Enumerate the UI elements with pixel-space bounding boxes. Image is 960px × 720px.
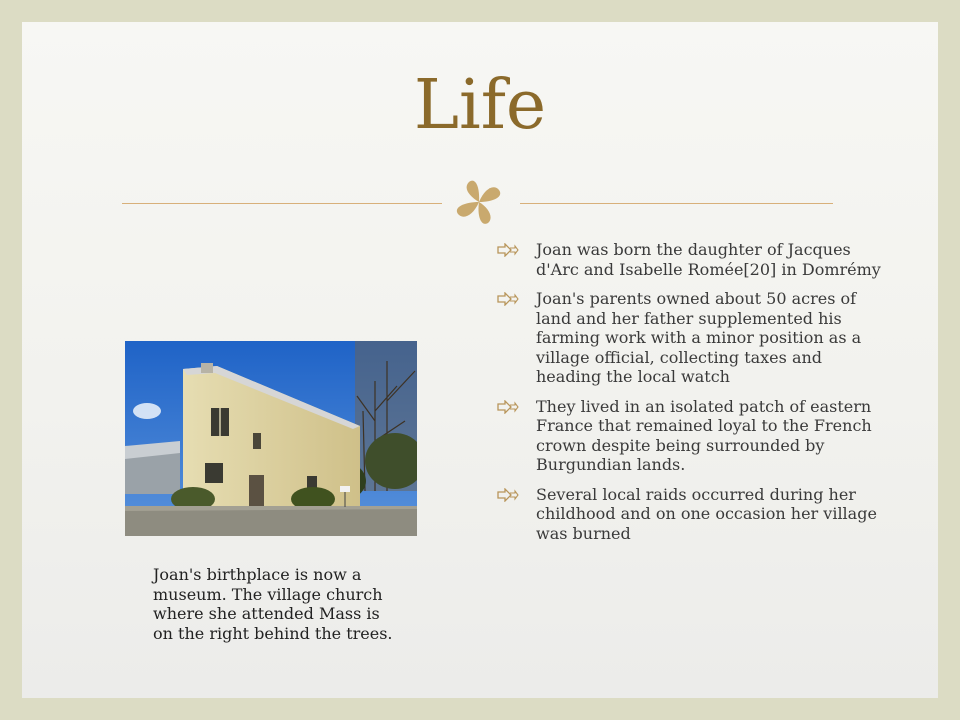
- bullet-text: Joan's parents owned about 50 acres of land and her father supplemented his farming work with a minor position as a village official, collecting taxes and heading the local watch: [536, 289, 862, 386]
- title-divider-right: [520, 203, 833, 204]
- birthplace-photo: [125, 341, 417, 536]
- bullet-text: Joan was born the daughter of Jacques d'Arc and Isabelle Romée[20] in Domrémy: [536, 240, 881, 279]
- bullet-marker-icon: [497, 488, 519, 502]
- slide-title: Life: [413, 66, 547, 145]
- photo-caption: Joan's birthplace is now a museum. The village church where she attended Mass is on the right behind the trees.: [153, 565, 393, 643]
- bullet-item: [497, 485, 882, 544]
- quatrefoil-ornament-icon: [452, 178, 506, 226]
- bullet-marker-icon: [497, 292, 519, 306]
- title-divider-left: [122, 203, 442, 204]
- bullet-item: [497, 240, 882, 279]
- bullet-item: [497, 289, 882, 387]
- bullet-text: Several local raids occurred during her childhood and on one occasion her village was burned: [536, 484, 877, 543]
- bullet-text: They lived in an isolated patch of eastern France that remained loyal to the French crown despite being surrounded by Burgundian lands.: [536, 396, 872, 474]
- bullet-item: [497, 397, 882, 475]
- bullet-marker-icon: [497, 400, 519, 414]
- bullet-list: [497, 240, 882, 553]
- bullet-marker-icon: [497, 243, 519, 257]
